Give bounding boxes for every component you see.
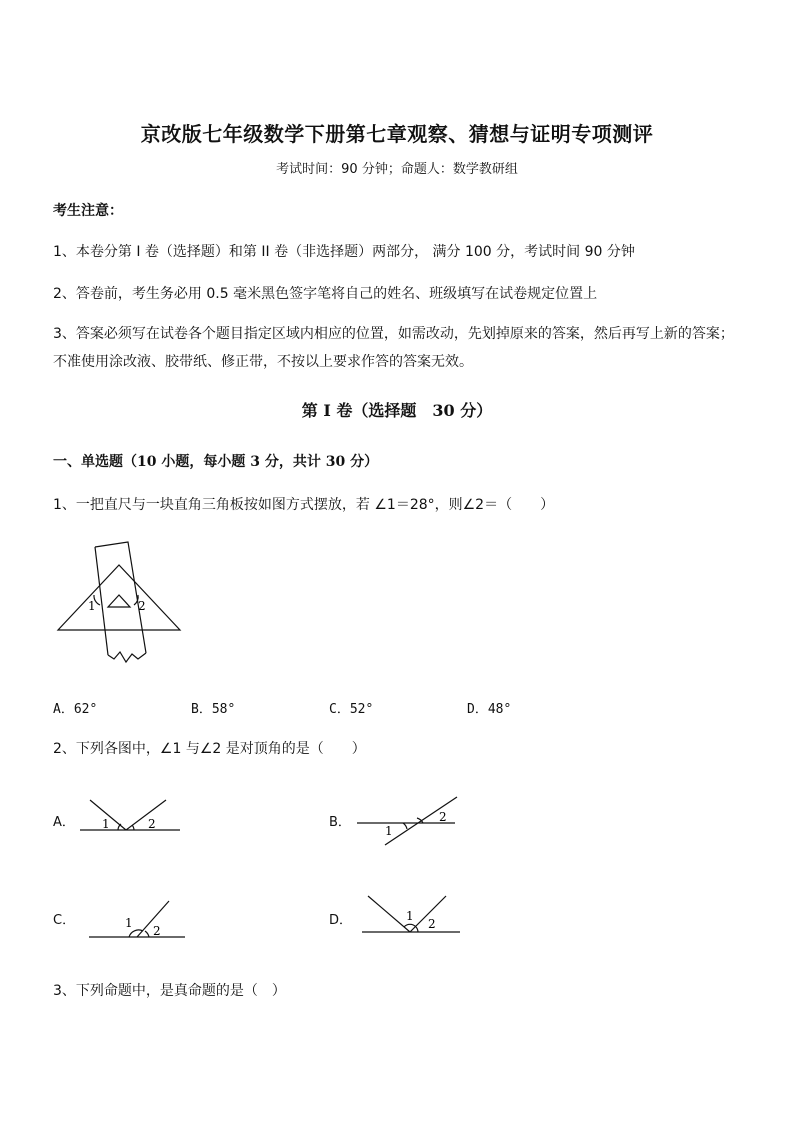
notice-heading: 考生注意：: [53, 203, 123, 219]
exam-info: 考试时间：90 分钟；命题人：数学教研组: [276, 162, 518, 177]
q2-option-a-letter[interactable]: A．: [53, 815, 75, 830]
notice-item-1: 1、本卷分第 I 卷（选择题）和第 II 卷（非选择题）两部分， 满分 100 分，考试时间 90 分钟: [53, 244, 635, 260]
q1-option-b[interactable]: B．58°: [191, 702, 236, 717]
q1-option-a[interactable]: A．62°: [53, 702, 98, 717]
q2a-angle-1-label: 1: [102, 817, 110, 831]
q2b-angle-1-label: 1: [385, 824, 393, 838]
angle-1-label: 1: [88, 599, 96, 613]
section-subtitle: 一、单选题（10 小题，每小题 3 分，共计 30 分）: [53, 454, 379, 470]
inner-triangle: [108, 595, 130, 607]
angle-2-label: 2: [138, 599, 146, 613]
question-3-stem: 3、下列命题中，是真命题的是（ ）: [53, 983, 286, 999]
q2-figure-b[interactable]: [355, 795, 465, 850]
q2-figure-a[interactable]: [78, 795, 183, 835]
page-title: 京改版七年级数学下册第七章观察、猜想与证明专项测评: [140, 122, 654, 146]
section-title: 第 I 卷（选择题 30 分）: [301, 401, 493, 420]
q2-figure-d[interactable]: [360, 890, 465, 940]
notice-item-2: 2、答卷前，考生务必用 0.5 毫米黑色签字笔将自己的姓名、班级填写在试卷规定位置上: [53, 286, 598, 302]
triangle-outline: [58, 565, 180, 630]
question-1-stem: 1、一把直尺与一块直角三角板按如图方式摆放，若 ∠1＝28°，则∠2＝（ ）: [53, 497, 555, 513]
q2d-angle-1-label: 1: [406, 909, 414, 923]
q2-option-b-letter[interactable]: B．: [329, 815, 351, 830]
q2d-angle-2-label: 2: [428, 917, 436, 931]
q2-figure-c[interactable]: [85, 895, 190, 945]
ruler-triangle-figure: [50, 535, 190, 665]
q2c-angle-1-label: 1: [125, 916, 133, 930]
ruler-torn-end: [108, 652, 146, 662]
q2b-angle-2-label: 2: [439, 810, 447, 824]
ruler-edge-left: [95, 547, 108, 655]
q2-option-c-letter[interactable]: C．: [53, 913, 76, 928]
q2a-angle-2-label: 2: [148, 817, 156, 831]
q1-option-d[interactable]: D．48°: [467, 702, 512, 717]
q2c-angle-2-label: 2: [153, 924, 161, 938]
q2-option-d-letter[interactable]: D．: [329, 913, 353, 928]
question-2-stem: 2、下列各图中，∠1 与∠2 是对顶角的是（ ）: [53, 741, 366, 757]
q1-option-c[interactable]: C．52°: [329, 702, 374, 717]
notice-item-3: 3、答案必须写在试卷各个题目指定区域内相应的位置，如需改动，先划掉原来的答案，然后再写上新的答案；不准使用涂改液、胶带纸、修正带，不按以上要求作答的答案无效。: [53, 326, 734, 370]
